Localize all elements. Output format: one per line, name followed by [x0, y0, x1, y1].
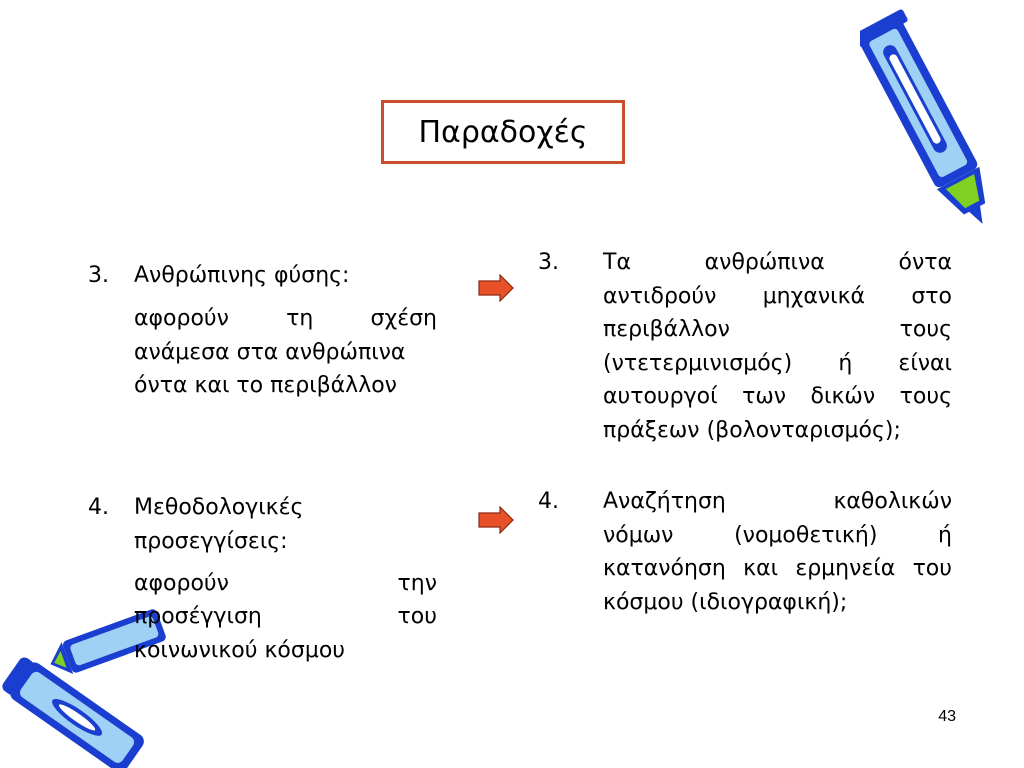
page-title-text: Παραδοχές	[418, 114, 588, 150]
right-item3-line: πράξεων (βολονταρισμός);	[603, 418, 901, 443]
pen-icon	[860, 5, 1000, 245]
left-item4-number: 4.	[88, 495, 109, 520]
right-item4-line: νόμων (νομοθετική) ή	[603, 523, 952, 548]
right-item3-line: αντιδρούν μηχανικά στο	[603, 284, 952, 309]
left-item4-desc-line1: αφορούν την	[134, 571, 437, 596]
right-item4-number: 4.	[538, 489, 559, 514]
right-item3-line: (ντετερμινισμός) ή είναι	[603, 351, 952, 376]
right-item3-line: περιβάλλον τους	[603, 317, 952, 342]
left-item3-heading: Ανθρώπινης φύσης:	[134, 263, 350, 288]
right-item3-number: 3.	[538, 250, 559, 275]
left-item4-heading-line2: προσεγγίσεις:	[134, 529, 288, 554]
left-item4-heading-line1: Μεθοδολογικές	[134, 495, 304, 520]
arrow-right-icon	[478, 506, 514, 534]
right-item3-line: Τα ανθρώπινα όντα	[603, 250, 952, 275]
arrow-right-icon	[478, 274, 514, 302]
left-item3-desc-line2: ανάμεσα στα ανθρώπινα	[134, 340, 406, 365]
left-item3-number: 3.	[88, 263, 109, 288]
page-number: 43	[938, 708, 956, 725]
right-item4-line: Αναζήτηση καθολικών	[603, 489, 952, 514]
left-item4-desc-line2: προσέγγιση του	[134, 604, 437, 629]
left-item4-desc-line3: κοινωνικού κόσμου	[134, 638, 346, 663]
right-item4-line: κατανόηση και ερμηνεία του	[603, 556, 952, 581]
page-title	[381, 100, 625, 164]
left-item3-desc-line3: όντα και το περιβάλλον	[134, 373, 397, 398]
right-item3-line: αυτουργοί των δικών τους	[603, 384, 952, 409]
right-item4-line: κόσμου (ιδιογραφική);	[603, 590, 848, 615]
left-item3-desc-line1: αφορούν τη σχέση	[134, 306, 437, 331]
